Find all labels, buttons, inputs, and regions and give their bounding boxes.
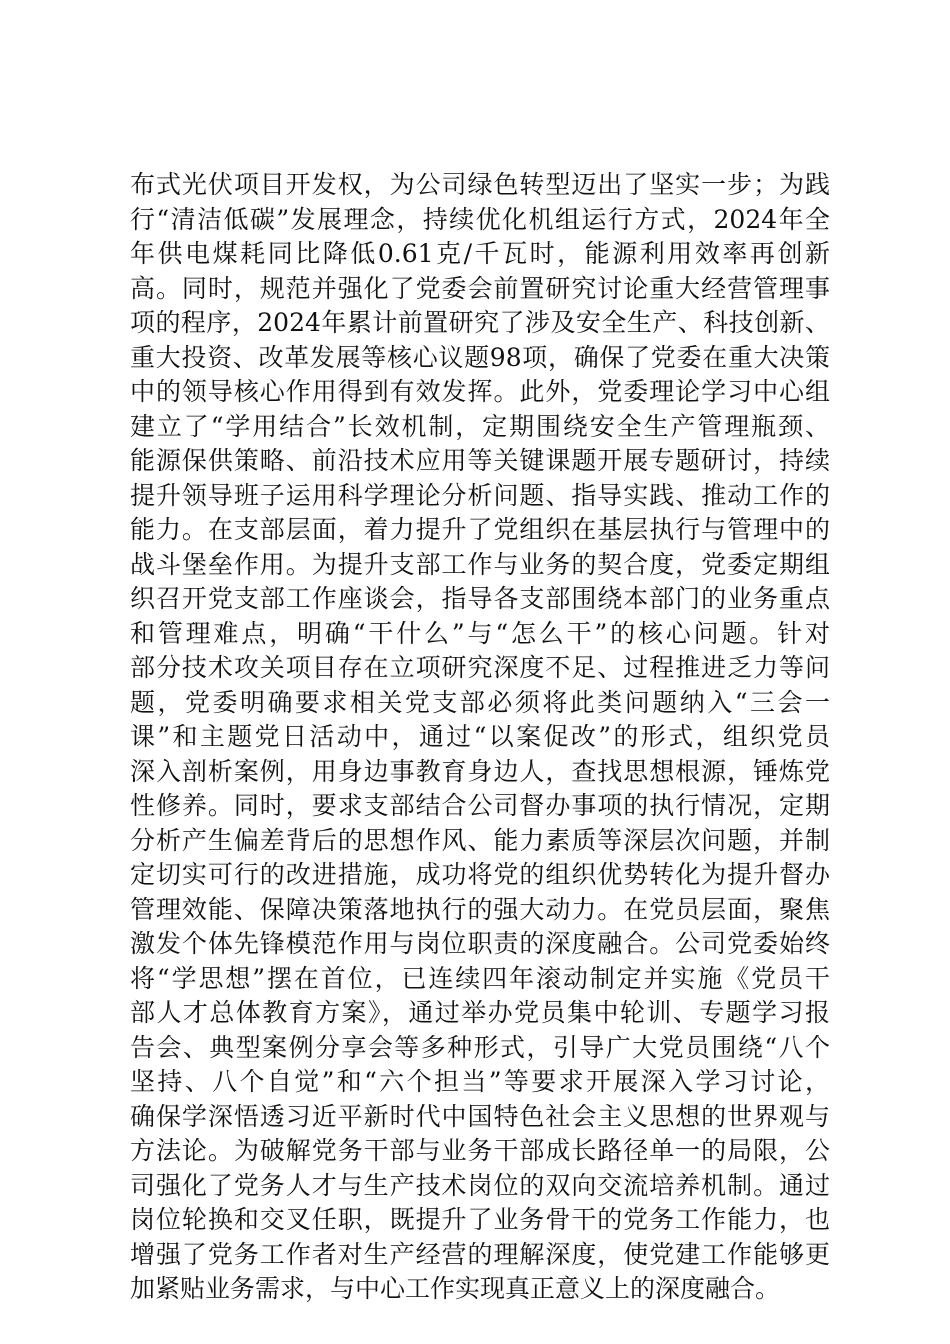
text-line: 确保学深悟透习近平新时代中国特色社会主义思想的世界观与 — [130, 1101, 830, 1131]
body-paragraph — [130, 168, 830, 1307]
text-line: 部人才总体教育方案》，通过举办党员集中轮训、专题学习报 — [130, 998, 830, 1027]
text-line: 和管理难点，明确“干什么”与“怎么干”的核心问题。针对 — [130, 618, 830, 648]
text-line: 年供电煤耗同比降低0.61克/千瓦时，能源利用效率再创新 — [130, 239, 830, 268]
text-line: 能力。在支部层面，着力提升了党组织在基层执行与管理中的 — [130, 515, 830, 544]
text-line: 战斗堡垒作用。为提升支部工作与业务的契合度，党委定期组 — [130, 549, 830, 579]
text-line: 深入剖析案例，用身边事教育身边人，查找思想根源，锤炼党 — [130, 756, 830, 786]
text-line: 将“学思想”摆在首位，已连续四年滚动制定并实施《党员干 — [130, 963, 830, 993]
text-line: 告会、典型案例分享会等多种形式，引导广大党员围绕“八个 — [130, 1032, 830, 1062]
text-line: 岗位轮换和交叉任职，既提升了业务骨干的党务工作能力，也 — [130, 1205, 830, 1234]
text-line: 高。同时，规范并强化了党委会前置研究讨论重大经营管理事 — [130, 273, 830, 303]
text-line: 方法论。为破解党务干部与业务干部成长路径单一的局限，公 — [130, 1136, 830, 1165]
text-line: 行“清洁低碳”发展理念，持续优化机组运行方式，2024年全 — [130, 204, 830, 234]
text-line: 定切实可行的改进措施，成功将党的组织优势转化为提升督办 — [130, 860, 830, 889]
text-line: 能源保供策略、前沿技术应用等关键课题开展专题研讨，持续 — [130, 446, 830, 475]
text-line: 提升领导班子运用科学理论分析问题、指导实践、推动工作的 — [130, 480, 830, 510]
text-line: 激发个体先锋模范作用与岗位职责的深度融合。公司党委始终 — [130, 929, 830, 958]
text-line: 课”和主题党日活动中，通过“以案促改”的形式，组织党员 — [130, 722, 830, 751]
text-line: 题，党委明确要求相关党支部必须将此类问题纳入“三会一 — [130, 687, 830, 717]
text-line: 司强化了党务人才与生产技术岗位的双向交流培养机制。通过 — [130, 1170, 830, 1200]
text-line: 中的领导核心作用得到有效发挥。此外，党委理论学习中心组 — [130, 377, 830, 406]
text-line: 部分技术攻关项目存在立项研究深度不足、过程推进乏力等问 — [130, 653, 830, 682]
text-line: 管理效能、保障决策落地执行的强大动力。在党员层面，聚焦 — [130, 894, 830, 924]
text-line: 布式光伏项目开发权，为公司绿色转型迈出了坚实一步；为践 — [130, 170, 830, 199]
text-line: 加紧贴业务需求，与中心工作实现真正意义上的深度融合。 — [130, 1274, 781, 1303]
text-line: 重大投资、改革发展等核心议题98项，确保了党委在重大决策 — [130, 342, 830, 372]
text-line: 建立了“学用结合”长效机制，定期围绕安全生产管理瓶颈、 — [130, 411, 830, 441]
text-line: 分析产生偏差背后的思想作风、能力素质等深层次问题，并制 — [130, 825, 830, 855]
text-line: 坚持、八个自觉”和“六个担当”等要求开展深入学习讨论， — [130, 1067, 830, 1096]
text-line: 项的程序，2024年累计前置研究了涉及安全生产、科技创新、 — [130, 308, 830, 337]
text-line: 性修养。同时，要求支部结合公司督办事项的执行情况，定期 — [130, 791, 830, 820]
text-line: 织召开党支部工作座谈会，指导各支部围绕本部门的业务重点 — [130, 584, 830, 613]
text-line: 增强了党务工作者对生产经营的理解深度，使党建工作能够更 — [130, 1239, 830, 1269]
